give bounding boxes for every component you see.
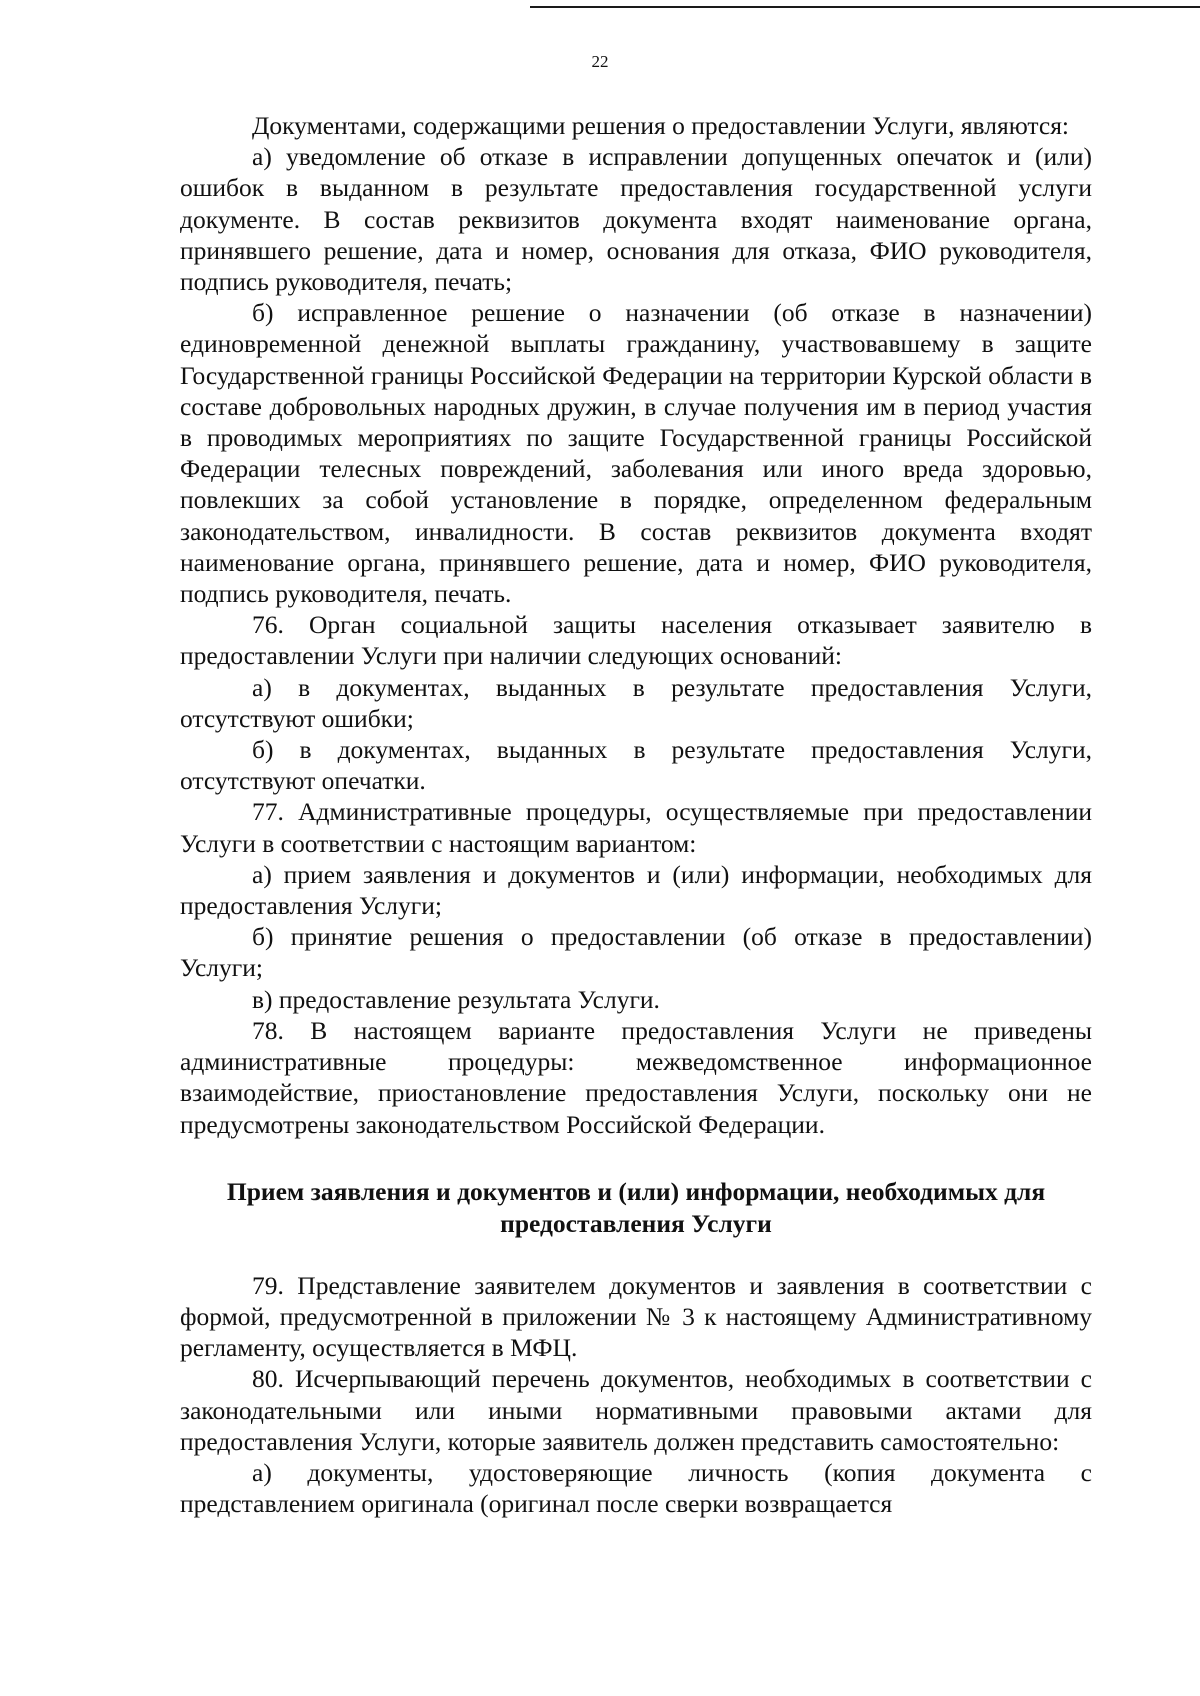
paragraph-76-b: б) в документах, выданных в результате предоставления Услуги, отсутствуют опечатки. <box>180 735 1092 796</box>
paragraph-76: 76. Орган социальной защиты населения отказывает заявителю в предоставлении Услуги при наличии следующих оснований: <box>180 610 1092 671</box>
section-heading <box>180 1176 1092 1240</box>
section-heading-line1: Прием заявления и документов и (или) информации, необходимых для <box>226 1176 1046 1206</box>
top-border-line <box>530 6 1200 8</box>
paragraph-80-a: а) документы, удостоверяющие личность (копия документа с представлением оригинала (оригинал после сверки возвращается <box>180 1457 1092 1519</box>
document-body <box>180 110 1092 1519</box>
paragraph-77: 77. Административные процедуры, осуществляемые при предоставлении Услуги в соответствии с настоящим вариантом: <box>180 797 1092 858</box>
paragraph-item-a-notice: а) уведомление об отказе в исправлении допущенных опечаток и (или) ошибок в выданном в результате предоставления государственной услуги документе. В состав реквизитов документа входят наименование органа, принявшего решение, дата и номер, основания для отказа, ФИО руководителя, подпись руководителя, печать; <box>180 142 1092 297</box>
paragraph-76-a: а) в документах, выданных в результате предоставления Услуги, отсутствуют ошибки; <box>180 672 1092 733</box>
paragraph-80: 80. Исчерпывающий перечень документов, необходимых в соответствии с законодательными или иными нормативными правовыми актами для предоставления Услуги, которые заявитель должен представить самостоятельно: <box>180 1364 1092 1456</box>
paragraph-78: 78. В настоящем варианте предоставления Услуги не приведены административные процедуры: межведомственное информационное взаимодействие, приостановление предоставления Услуги, поскольку они не предусмотрены законодательством Российской Федерации. <box>180 1015 1092 1139</box>
section-heading-line2: предоставления Услуги <box>500 1208 772 1238</box>
page-number: 22 <box>591 52 609 71</box>
paragraph-results-intro: Документами, содержащими решения о предоставлении Услуги, являются: <box>252 111 1070 140</box>
paragraph-item-b-decision: б) исправленное решение о назначении (об отказе в назначении) единовременной денежной выплаты гражданину, участвовавшему в защите Государственной границы Российской Федерации на территории Курской области в составе добровольных народных дружин, в случае получения им в период участия в проводимых мероприятиях по защите Государственной границы Российской Федерации телесных повреждений, заболевания или иного вреда здоровью, повлекших за собой установление в порядке, определенном федеральным законодательством, инвалидности. В состав реквизитов документа входят наименование органа, принявшего решение, дата и номер, ФИО руководителя, подпись руководителя, печать. <box>180 298 1092 609</box>
paragraph-79: 79. Представление заявителем документов и заявления в соответствии с формой, предусмотренной в приложении № 3 к настоящему Административному регламенту, осуществляется в МФЦ. <box>180 1270 1092 1363</box>
paragraph-77-b: б) принятие решения о предоставлении (об отказе в предоставлении) Услуги; <box>180 922 1092 983</box>
paragraph-77-c: в) предоставление результата Услуги. <box>252 984 660 1014</box>
paragraph-77-a: а) прием заявления и документов и (или) информации, необходимых для предоставления Услуги; <box>180 859 1092 921</box>
